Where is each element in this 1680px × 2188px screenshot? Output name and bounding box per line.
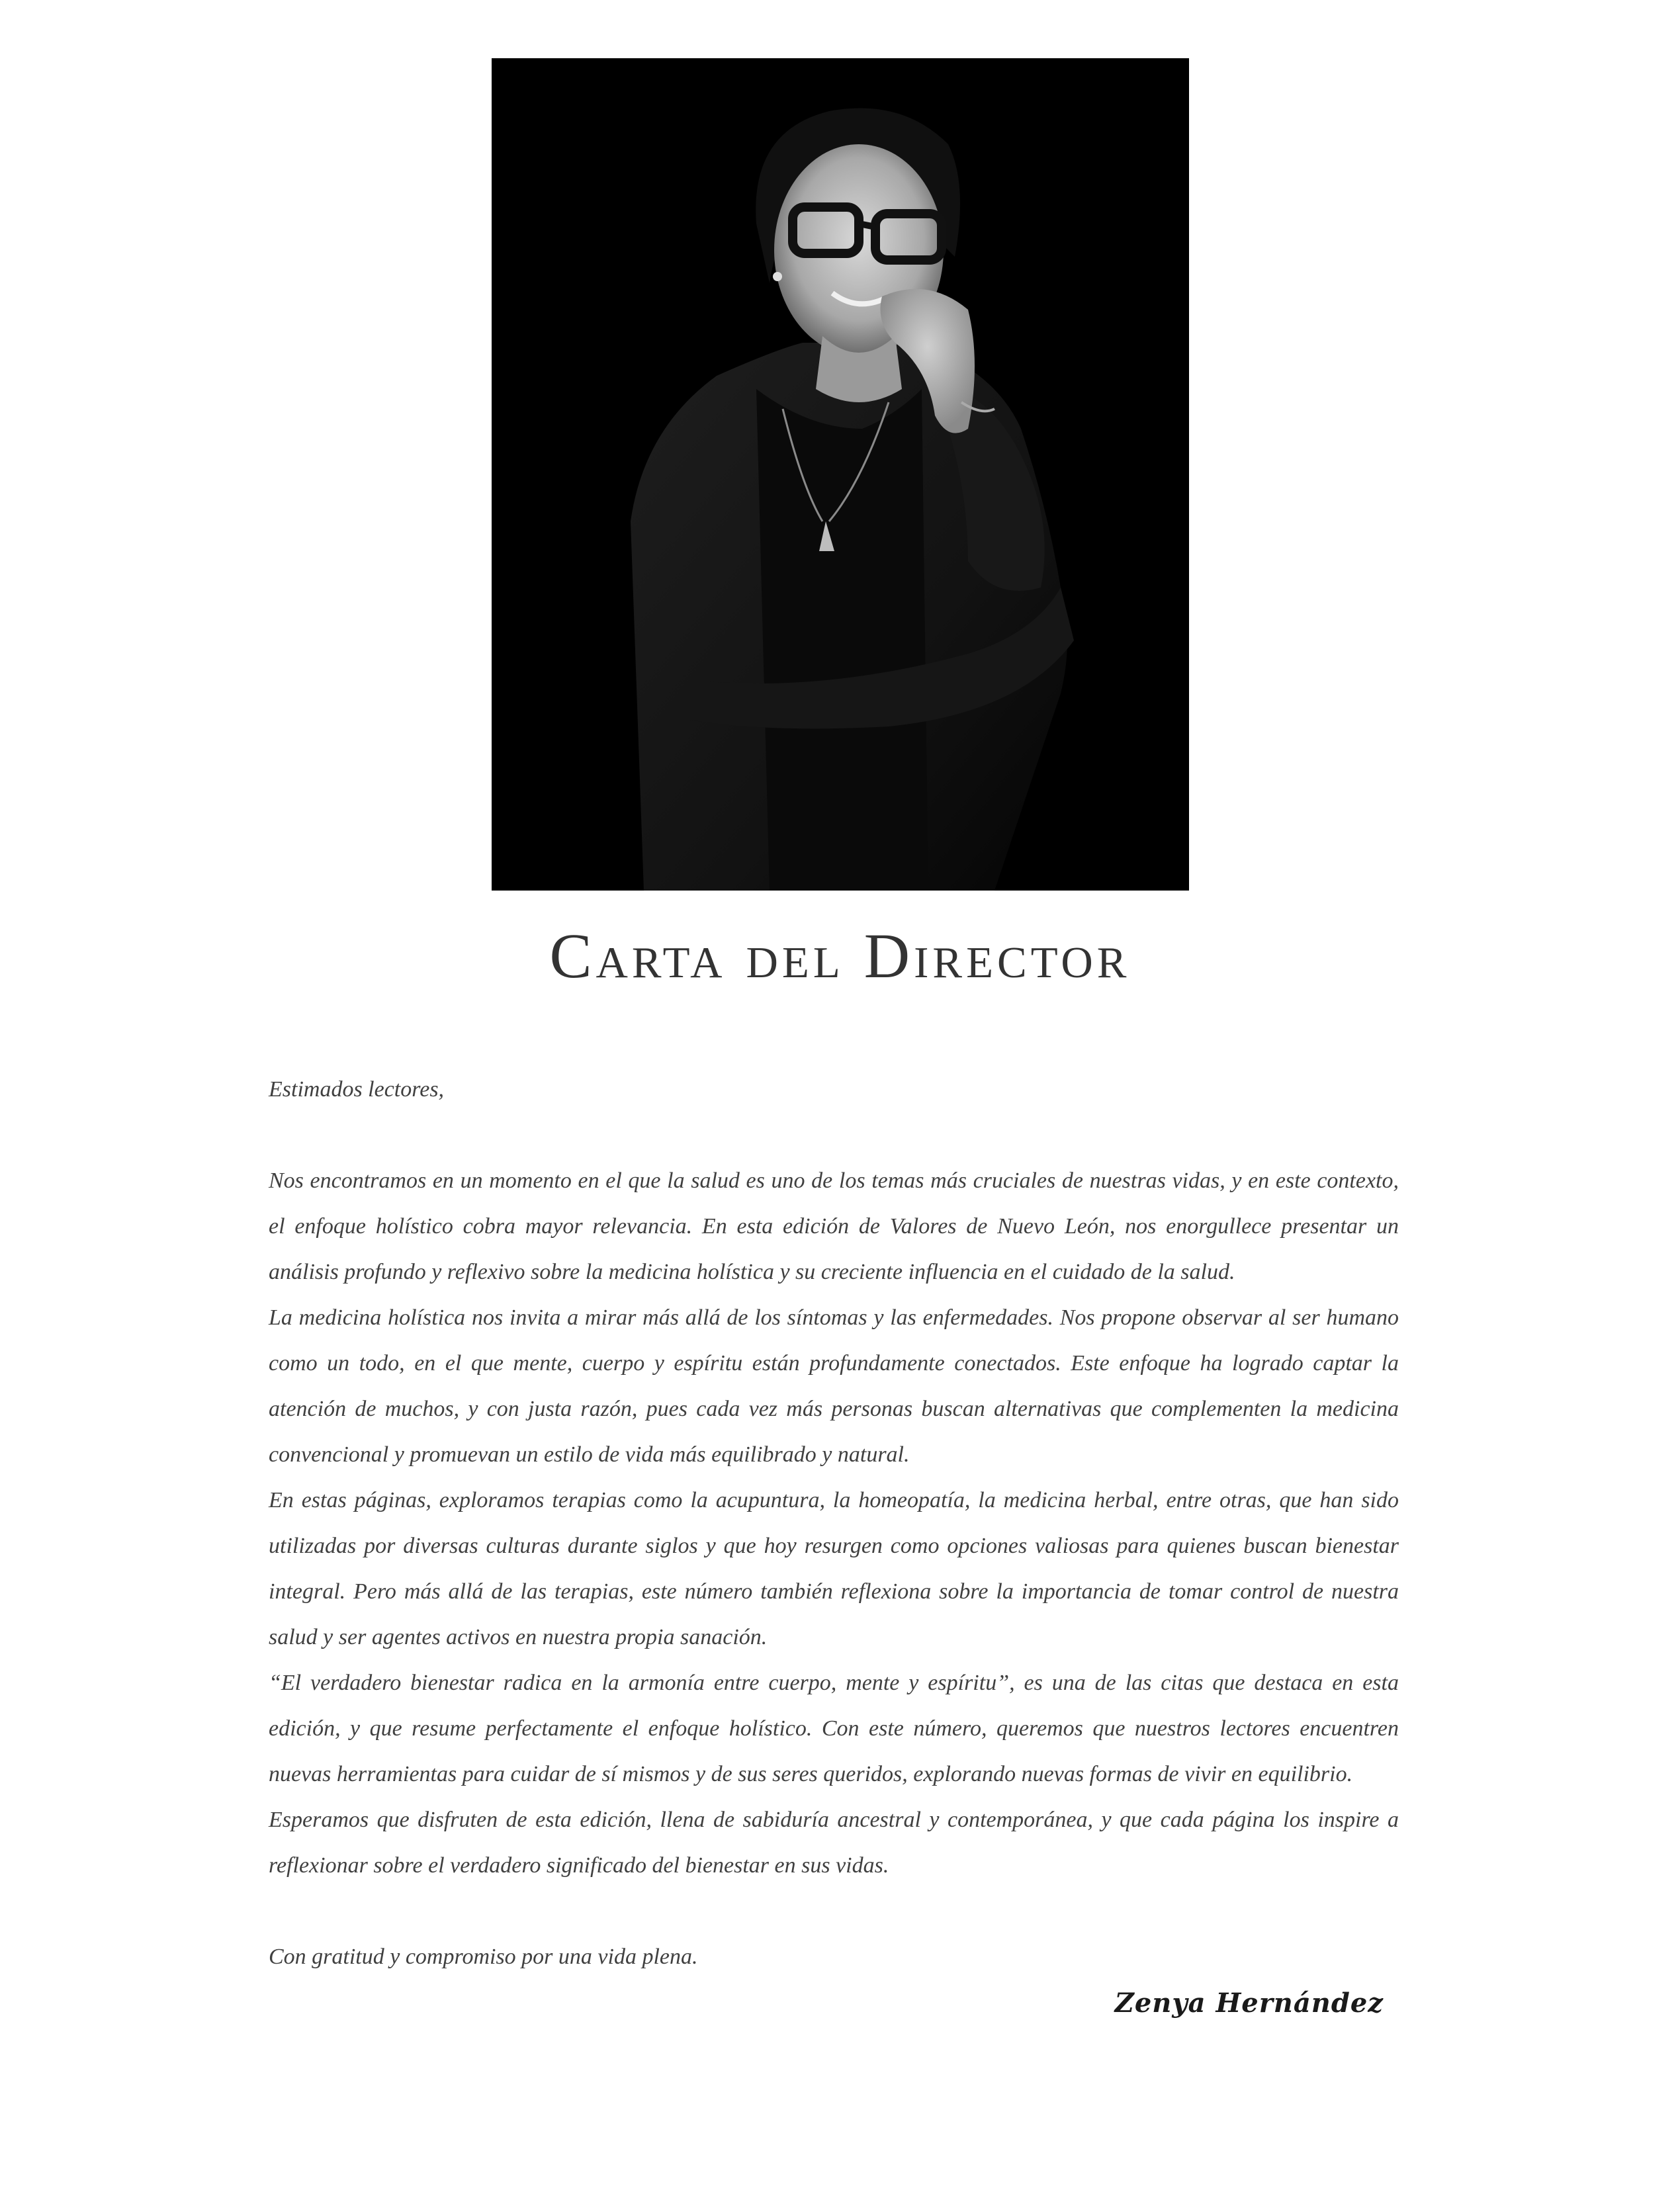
letter-paragraph: Nos encontramos en un momento en el que la salud es uno de los temas más cruciales de nuestras vidas, y en este contexto, el enfoque holístico cobra mayor relevancia. En esta edición de Valores de Nuevo León, nos enorgullece presentar un análisis profundo y reflexivo sobre la medicina holística y su creciente influencia en el cuidado de la salud. (269, 1168, 1399, 1284)
letter-paragraph: “El verdadero bienestar radica en la armonía entre cuerpo, mente y espíritu”, es una de las citas que destaca en esta edición, y que resume perfectamente el enfoque holístico. Con este número, queremos que nuestros lectores encuentren nuevas herramientas para cuidar de sí mismos y de sus seres queridos, explorando nuevas formas de vivir en equilibrio. (269, 1671, 1399, 1786)
paragraph-spacer (269, 1112, 1399, 1158)
director-portrait-photo (492, 58, 1189, 891)
letter-greeting: Estimados lectores, (269, 1077, 445, 1102)
letter-paragraph: Esperamos que disfruten de esta edición, llena de sabiduría ancestral y contemporánea, y que cada página los inspire a reflexionar sobre el verdadero significado del bienestar en sus vidas. (269, 1808, 1399, 1878)
director-letter (269, 1067, 1399, 1980)
paragraph-spacer (269, 1888, 1399, 1934)
letter-closing: Con gratitud y compromiso por una vida plena. (269, 1945, 698, 1969)
page-title: Carta del Director (549, 920, 1131, 991)
letter-paragraph: En estas páginas, exploramos terapias como la acupuntura, la homeopatía, la medicina herbal, entre otras, que han sido utilizadas por diversas culturas durante siglos y que hoy resurgen como opciones valiosas para quienes buscan bienestar integral. Pero más allá de las terapias, este número también reflexiona sobre la importancia de tomar control de nuestra salud y ser agentes activos en nuestra propia sanación. (269, 1488, 1399, 1649)
letter-paragraph: La medicina holística nos invita a mirar más allá de los síntomas y las enfermedades. Nos propone observar al ser humano como un todo, en el que mente, cuerpo y espíritu están profundamente conectados. Este enfoque ha logrado captar la atención de muchos, y con justa razón, pues cada vez más personas buscan alternativas que complementen la medicina convencional y promuevan un estilo de vida más equilibrado y natural. (269, 1305, 1399, 1467)
director-signature: Zenya Hernández (1114, 1988, 1384, 2019)
portrait-photo-icon (492, 58, 1189, 891)
